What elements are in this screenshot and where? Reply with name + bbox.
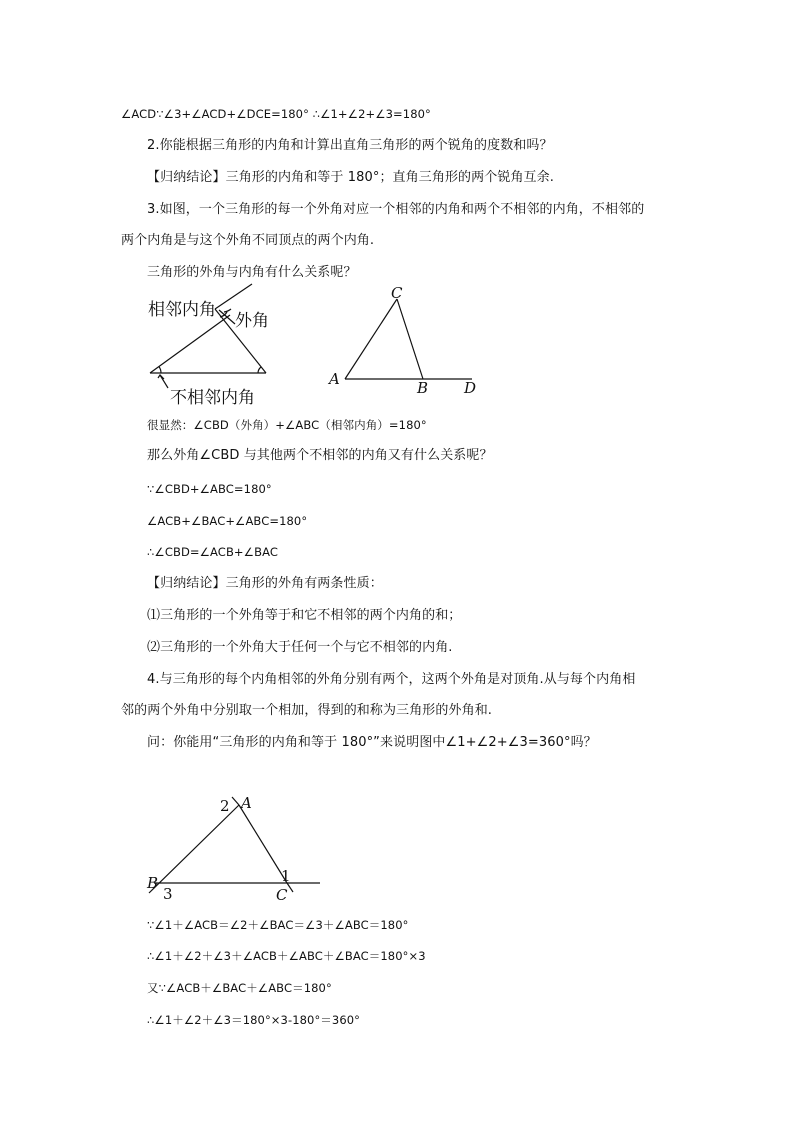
conclusion-1: 【归纳结论】三角形的内角和等于 180°；直角三角形的两个锐角互余.: [147, 170, 554, 185]
exterior-angle-label: 外角: [235, 311, 269, 331]
property-2: ⑵三角形的一个外角大于任何一个与它不相邻的内角.: [147, 640, 453, 655]
proof-sum: ∠ACB+∠BAC+∠ABC=180°: [147, 514, 308, 528]
sum-proof-3: 又∵∠ACB＋∠BAC＋∠ABC＝180°: [147, 981, 332, 995]
proof-because: ∵∠CBD+∠ABC=180°: [147, 482, 272, 496]
adjacent-angle-label: 相邻内角: [148, 300, 216, 320]
nonadjacent-angle-label: 不相邻内角: [170, 388, 255, 408]
triangle-abd-figure: [325, 282, 485, 398]
angle-1-label: 1: [281, 867, 291, 885]
question-4-prompt: 问：你能用“三角形的内角和等于 180°”来说明图中∠1+∠2+∠3=360°吗？: [147, 735, 597, 750]
question-3-prompt: 三角形的外角与内角有什么关系呢？: [147, 265, 357, 280]
sum-proof-4: ∴∠1＋∠2＋∠3＝180°×3-180°＝360°: [147, 1013, 360, 1027]
sum-proof-2: ∴∠1＋∠2＋∠3＋∠ACB＋∠ABC＋∠BAC＝180°×3: [147, 949, 426, 963]
question-2: 2.你能根据三角形的内角和计算出直角三角形的两个锐角的度数和吗？: [147, 138, 553, 153]
vertex-b-label: B: [147, 874, 159, 892]
question-3-line-1: 3.如图，一个三角形的每一个外角对应一个相邻的内角和两个不相邻的内角，不相邻的: [147, 202, 645, 217]
obvious-line: 很显然：∠CBD（外角）+∠ABC（相邻内角）=180°: [147, 418, 427, 432]
vertex-a-label: A: [329, 370, 340, 388]
property-1: ⑴三角形的一个外角等于和它不相邻的两个内角的和；: [147, 608, 462, 623]
question-4-line-2: 邻的两个外角中分别取一个相加，得到的和称为三角形的外角和.: [121, 703, 493, 718]
exterior-angle-sum-figure: [140, 792, 340, 910]
angle-2-label: 2: [220, 797, 230, 815]
sum-proof-1: ∵∠1＋∠ACB＝∠2＋∠BAC＝∠3＋∠ABC＝180°: [147, 918, 409, 932]
proof-therefore: ∴∠CBD=∠ACB+∠BAC: [147, 545, 278, 559]
question-3-line-2: 两个内角是与这个外角不同顶点的两个内角.: [121, 233, 375, 248]
vertex-b-label: B: [417, 379, 429, 397]
angle-3-label: 3: [163, 885, 173, 903]
question-4-line-1: 4.与三角形的每个内角相邻的外角分别有两个，这两个外角是对顶角.从与每个内角相: [147, 672, 636, 687]
vertex-c-label: C: [276, 886, 288, 904]
conclusion-2-heading: 【归纳结论】三角形的外角有两条性质：: [147, 576, 383, 591]
relation-question: 那么外角∠CBD 与其他两个不相邻的内角又有什么关系呢？: [147, 448, 493, 463]
point-d-label: D: [464, 379, 477, 397]
vertex-c-label: C: [391, 284, 403, 302]
exterior-angle-figure: [140, 282, 325, 410]
proof-line-1: ∠ACD∵∠3+∠ACD+∠DCE=180° ∴∠1+∠2+∠3=180°: [121, 107, 431, 121]
vertex-a-label: A: [241, 794, 252, 812]
